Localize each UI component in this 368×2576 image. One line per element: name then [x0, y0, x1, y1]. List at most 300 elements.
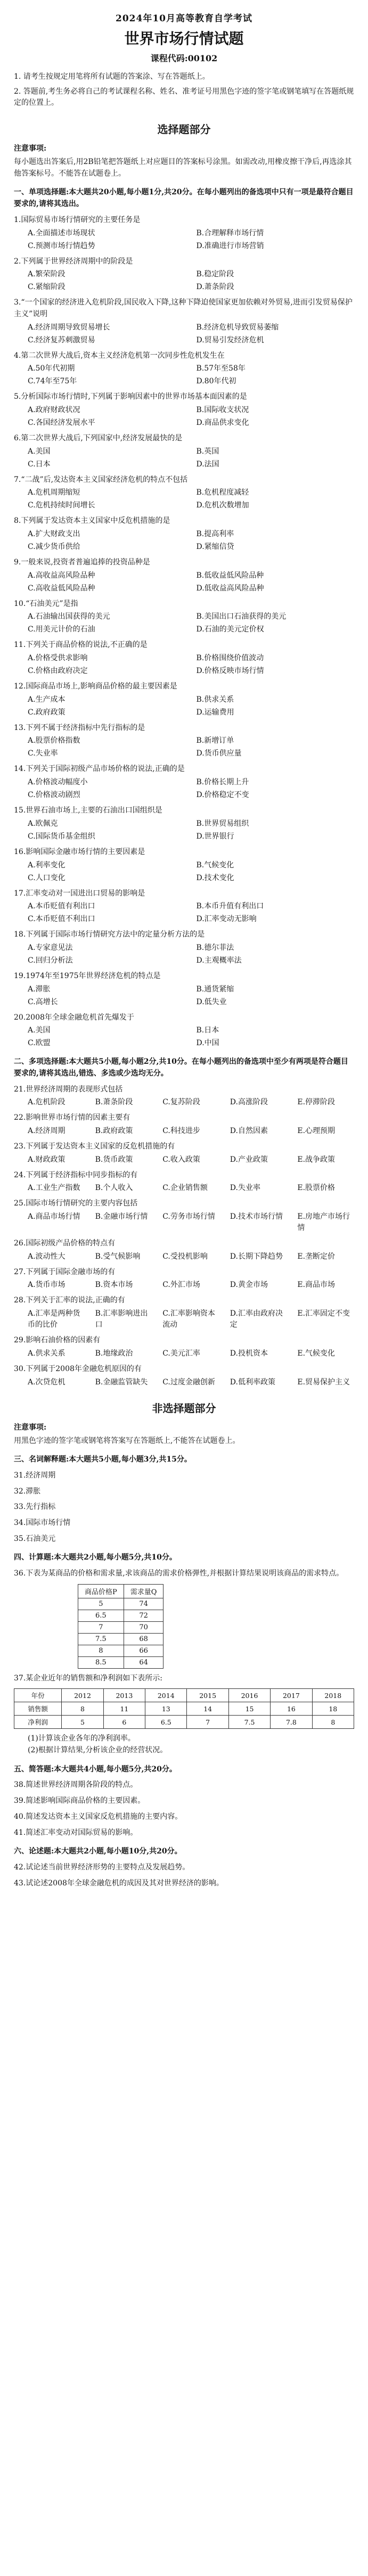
option-item: A.供求关系 — [28, 1349, 66, 1358]
options-list — [14, 529, 354, 553]
question-stem: 36.下表为某商品的价格和需求量,求该商品的需求价格弹性,并根据计算结果说明该商品的需求特点。 — [14, 1569, 344, 1578]
option-item: A.高收益高风险品种 — [28, 571, 95, 580]
question-item: 34.国际市场行情 — [14, 1518, 71, 1527]
table-cell: 6 — [103, 1716, 145, 1729]
section3-title: 三、名词解释题:本大题共5小题,每小题3分,共15分。 — [14, 1455, 192, 1464]
option-item: E.股票价格 — [297, 1184, 336, 1193]
question-item — [14, 847, 354, 884]
option-item: B.世界贸易组织 — [196, 819, 249, 828]
option-item: D.低利率政策 — [230, 1377, 275, 1387]
part1-title: 选择题部分 — [157, 123, 211, 136]
table-cell: 8 — [78, 1645, 124, 1656]
option-item: B.57年至58年 — [196, 364, 246, 373]
option-item: C.回归分析法 — [28, 956, 73, 965]
question-stem: 7.“二战”后,发达资本主义国家经济危机的特点不包括 — [14, 475, 188, 484]
option-item: D.中国 — [196, 1039, 219, 1048]
question-item: 35.石油美元 — [14, 1534, 56, 1543]
option-item: D.商品供求变化 — [196, 418, 249, 427]
question-stem: 30.下列属于2008年金融危机原因的有 — [14, 1364, 142, 1373]
options-list — [14, 1279, 354, 1291]
question-item: 38.简述世界经济周期各阶段的特点。 — [14, 1781, 138, 1790]
option-item: B.日本 — [196, 1026, 219, 1035]
question-stem: 15.世界石油市场上,主要的石油出口国组织是 — [14, 806, 162, 815]
option-item: A.欧佩克 — [28, 819, 58, 828]
options-list — [14, 818, 354, 842]
option-item: B.受气候影响 — [95, 1252, 141, 1261]
options-list — [14, 984, 354, 1008]
question-stem: 1.国际贸易市场行情研究的主要任务是 — [14, 215, 141, 224]
section6-items — [14, 1862, 354, 1889]
options-list — [14, 322, 354, 346]
option-item: C.科技进步 — [162, 1127, 200, 1135]
option-item: C.价格波动剧烈 — [28, 791, 80, 800]
table-header: 2016 — [228, 1689, 270, 1702]
question-stem: 14.下列关于国际初级产品市场价格的说法,正确的是 — [14, 765, 185, 774]
option-item: B.美国出口石油获得的美元 — [196, 612, 287, 621]
option-item: A.价格波动幅度小 — [28, 778, 88, 787]
question-item — [14, 1170, 354, 1194]
table-header: 2017 — [271, 1689, 312, 1702]
option-item: A.石油输出国获得的美元 — [28, 612, 110, 621]
options-list — [14, 1183, 354, 1194]
option-item: D.石油的美元定价权 — [196, 625, 264, 634]
question-item: 32.滞胀 — [14, 1487, 41, 1496]
question-item — [14, 350, 354, 388]
table-cell: 18 — [312, 1702, 354, 1716]
option-item: A.波动性大 — [28, 1252, 66, 1261]
question-item — [14, 888, 354, 925]
section2-questions — [14, 1084, 354, 1388]
option-item: C.国际货币基金组织 — [28, 832, 95, 841]
option-item: A.利率变化 — [28, 860, 66, 869]
part1-notice-title: 注意事项: — [14, 144, 47, 153]
option-item: C.复苏阶段 — [162, 1098, 200, 1107]
section1-title: 一、单项选择题:本大题共20小题,每小题1分,共20分。在每小题列出的备选项中只有一项是最符合题目要求的,请将其选出。 — [14, 188, 354, 209]
option-item: C.美元汇率 — [162, 1349, 200, 1358]
table-row — [78, 1610, 163, 1621]
question-stem: 13.下列不属于经济指标中先行指标的是 — [14, 723, 145, 732]
section5-title: 五、简答题:本大题共4小题,每小题5分,共20分。 — [14, 1765, 177, 1774]
option-item: B.合理解释市场行情 — [196, 228, 264, 237]
option-item: B.通货紧缩 — [196, 985, 234, 994]
option-item: A.扩大财政支出 — [28, 530, 80, 538]
options-list — [14, 1126, 354, 1137]
exam-title: 世界市场行情试题 — [124, 30, 244, 47]
table-cell: 70 — [124, 1621, 163, 1633]
option-item: B.英国 — [196, 447, 219, 456]
option-item: D.80年代初 — [196, 377, 236, 386]
table-cell: 7.5 — [228, 1716, 270, 1729]
option-item: A.汇率是两种货币的比价 — [28, 1309, 80, 1330]
option-item: A.危机阶段 — [28, 1098, 66, 1107]
question-item — [14, 764, 354, 801]
option-item: B.经济危机导致贸易萎缩 — [196, 323, 279, 332]
table-cell: 13 — [145, 1702, 187, 1716]
question-stem: 6.第二次世界大战后,下列国家中,经济发展最快的是 — [14, 433, 183, 442]
option-item: B.国际收支状况 — [196, 405, 249, 414]
part1-notice — [14, 157, 354, 179]
question-item — [14, 971, 354, 1008]
question-37 — [14, 1673, 354, 1757]
option-item: A.美国 — [28, 447, 51, 456]
option-item: A.滞胀 — [28, 985, 51, 994]
option-item: A.工业生产指数 — [28, 1184, 80, 1193]
table-header: 2014 — [145, 1689, 187, 1702]
table-cell: 66 — [124, 1645, 163, 1656]
option-item: D.贸易引发经济危机 — [196, 335, 264, 344]
option-item: B.提高利率 — [196, 530, 234, 538]
table-cell: 68 — [124, 1633, 163, 1645]
question-item — [14, 297, 354, 346]
course-code: 课程代码:00102 — [150, 53, 218, 63]
option-item: C.紧缩阶段 — [28, 283, 66, 292]
question-item — [14, 929, 354, 966]
option-item: C.外汇市场 — [162, 1281, 200, 1290]
option-item: C.74年至75年 — [28, 377, 77, 386]
option-item: C.企业销售额 — [162, 1184, 208, 1193]
question-stem: 25.国际市场行情研究的主要内容包括 — [14, 1199, 138, 1208]
question-sub: (1)计算该企业各年的净利润率。 — [28, 1734, 135, 1743]
table-cell: 72 — [124, 1610, 163, 1621]
option-item: C.高增长 — [28, 997, 58, 1006]
question-stem: 29.影响石油价格的因素有 — [14, 1336, 101, 1345]
option-item: D.黄金市场 — [230, 1281, 268, 1290]
option-item: A.政府财政状况 — [28, 405, 80, 414]
question-item — [14, 256, 354, 293]
table-row — [78, 1656, 163, 1668]
table-cell: 11 — [103, 1702, 145, 1716]
question-stem: 3.“一个国家的经济进入危机阶段,国民收入下降,这种下降迫使国家更加依赖对外贸易,进而引发贸易保护主义”说明 — [14, 298, 353, 318]
table-cell: 7.8 — [271, 1716, 312, 1729]
price-demand-table — [78, 1584, 163, 1669]
part2-notice — [14, 1435, 354, 1447]
question-item — [14, 1295, 354, 1331]
option-item: C.高收益低风险品种 — [28, 584, 95, 593]
option-item: C.过度金融创新 — [162, 1377, 215, 1387]
options-list — [14, 269, 354, 293]
option-item: D.低收益高风险品种 — [196, 584, 264, 593]
option-item: B.地缘政治 — [95, 1349, 133, 1358]
option-item: D.法国 — [196, 460, 219, 469]
question-stem: 20.2008年全球金融危机首先爆发于 — [14, 1013, 134, 1022]
option-item: B.政府政策 — [95, 1127, 133, 1135]
question-item — [14, 557, 354, 594]
option-item: A.货币市场 — [28, 1281, 66, 1290]
options-list — [14, 901, 354, 925]
option-item: A.50年代初期 — [28, 364, 75, 373]
question-stem: 11.下列关于商品价格的说法,不正确的是 — [14, 641, 148, 650]
option-item: B.低收益低风险品种 — [196, 571, 264, 580]
question-stem: 9.一般来说,投资者普遍追捧的投资品种是 — [14, 558, 150, 567]
question-item — [14, 1238, 354, 1262]
options-list — [14, 1025, 354, 1049]
question-item: 33.先行指标 — [14, 1503, 56, 1512]
option-item: B.供求关系 — [196, 695, 234, 704]
option-item: A.经济周期 — [28, 1127, 66, 1135]
option-item: D.主观概率法 — [196, 956, 242, 965]
option-item: D.长期下降趋势 — [230, 1252, 283, 1261]
option-item: D.危机次数增加 — [196, 501, 249, 510]
option-item: D.技术市场行情 — [230, 1212, 283, 1221]
option-item: D.价格稳定不变 — [196, 791, 249, 800]
question-stem: 23.下列属于发达资本主义国家的反危机措施的有 — [14, 1142, 175, 1151]
option-item: C.日本 — [28, 460, 51, 469]
option-item: D.自然因素 — [230, 1127, 268, 1135]
option-item: A.繁荣阶段 — [28, 270, 66, 279]
section5-items — [14, 1779, 354, 1839]
question-item — [14, 1364, 354, 1388]
question-stem: 8.下列属于发达资本主义国家中反危机措施的是 — [14, 516, 170, 526]
option-item: C.预测市场行情趋势 — [28, 241, 95, 250]
option-item: C.失业率 — [28, 749, 58, 758]
options-list — [14, 1251, 354, 1262]
option-item: B.资本市场 — [95, 1281, 133, 1290]
question-item — [14, 1084, 354, 1109]
option-item: A.经济周期导致贸易增长 — [28, 323, 110, 332]
options-list — [14, 1211, 354, 1234]
table-header: 需求量Q — [124, 1584, 163, 1598]
option-item: A.本币贬值有利出口 — [28, 902, 95, 911]
table-row — [78, 1645, 163, 1656]
options-list — [14, 570, 354, 594]
table-cell: 15 — [228, 1702, 270, 1716]
question-item — [14, 1112, 354, 1137]
option-item: B.本币升值有利出口 — [196, 902, 264, 911]
option-item: D.低失业 — [196, 997, 227, 1006]
option-item: C.受投机影响 — [162, 1252, 208, 1261]
question-item — [14, 215, 354, 252]
option-item: C.人口变化 — [28, 873, 66, 882]
question-item — [14, 1012, 354, 1049]
options-list — [14, 487, 354, 511]
question-item — [14, 1141, 354, 1166]
question-item — [14, 1267, 354, 1291]
table-header: 2012 — [62, 1689, 103, 1702]
table-cell: 7 — [78, 1621, 124, 1633]
option-item: A.价格受供求影响 — [28, 654, 88, 663]
option-item: A.商品市场行情 — [28, 1212, 80, 1221]
table-header: 商品价格P — [78, 1584, 124, 1598]
options-list — [14, 777, 354, 801]
options-list — [14, 611, 354, 635]
option-item: D.运输费用 — [196, 708, 234, 717]
option-item: B.金融市场行情 — [95, 1212, 148, 1221]
table-cell: 8 — [312, 1716, 354, 1729]
table-header: 年份 — [14, 1689, 62, 1702]
option-item: D.失业率 — [230, 1184, 260, 1193]
table-header: 2015 — [187, 1689, 228, 1702]
table-cell: 7 — [187, 1716, 228, 1729]
question-item — [14, 639, 354, 677]
option-item: B.新增订单 — [196, 736, 234, 745]
option-item: C.用美元计价的石油 — [28, 625, 95, 634]
option-item: B.价格长期上升 — [196, 778, 249, 787]
option-item: C.劳务市场行情 — [162, 1212, 215, 1221]
question-stem: 16.影响国际金融市场行情的主要因素是 — [14, 847, 145, 856]
table-cell: 6.5 — [145, 1716, 187, 1729]
option-item: A.财政政策 — [28, 1155, 66, 1164]
question-stem: 17.汇率变动对一国进出口贸易的影响是 — [14, 889, 145, 898]
question-item — [14, 474, 354, 512]
question-item — [14, 805, 354, 842]
question-stem: 22.影响世界市场行情的因素主要有 — [14, 1113, 130, 1122]
table-cell: 7.5 — [78, 1633, 124, 1645]
sales-profit-table — [14, 1688, 354, 1729]
option-item: B.危机程度减轻 — [196, 488, 249, 497]
question-item — [14, 515, 354, 553]
options-list — [14, 942, 354, 966]
option-item: A.股票价格指数 — [28, 736, 80, 745]
option-item: D.萧条阶段 — [196, 283, 234, 292]
option-item: E.战争政策 — [297, 1155, 336, 1164]
question-item — [14, 723, 354, 760]
question-item: 31.经济周期 — [14, 1471, 56, 1480]
option-item: C.价格由政府决定 — [28, 667, 88, 676]
options-list — [14, 228, 354, 252]
option-item: D.高涨阶段 — [230, 1098, 268, 1107]
options-list — [14, 446, 354, 470]
table-row — [78, 1598, 163, 1610]
option-item: B.气候变化 — [196, 860, 234, 869]
option-item: E.停滞阶段 — [297, 1098, 336, 1107]
option-item: B.个人收入 — [95, 1184, 133, 1193]
option-item: E.垄断定价 — [297, 1252, 336, 1261]
table-row — [78, 1621, 163, 1633]
table-cell: 8 — [62, 1702, 103, 1716]
intro-note: 1. 请考生按规定用笔将所有试题的答案涂、写在答题纸上。 — [14, 72, 210, 81]
table-cell: 16 — [271, 1702, 312, 1716]
intro-notes — [14, 71, 354, 109]
option-item: B.萧条阶段 — [95, 1098, 133, 1107]
question-item: 43.试论述2008年全球金融危机的成因及其对世界经济的影响。 — [14, 1878, 224, 1888]
option-item: C.减少货币供给 — [28, 543, 80, 551]
option-item: E.商品市场 — [297, 1281, 336, 1290]
option-item: C.各国经济发展水平 — [28, 418, 95, 427]
question-item: 42.试论述当前世界经济形势的主要特点及发展趋势。 — [14, 1863, 190, 1872]
question-stem: 18.下列属于国际市场行情研究方法中的定量分析方法的是 — [14, 930, 205, 939]
question-item: 41.简述汇率变动对国际贸易的影响。 — [14, 1828, 138, 1837]
part2-notice-title: 注意事项: — [14, 1423, 47, 1432]
intro-note: 2. 答题前,考生务必将自己的考试课程名称、姓名、准考证号用黑色字迹的签字笔或钢笔填写在答题纸规定的位置上。 — [14, 87, 354, 108]
question-item: 39.简述影响国际商品价格的主要因素。 — [14, 1796, 145, 1806]
section4-title: 四、计算题:本大题共2小题,每小题5分,共10分。 — [14, 1553, 177, 1562]
section3-items — [14, 1470, 354, 1545]
options-list — [14, 694, 354, 718]
options-list — [14, 653, 354, 677]
question-item — [14, 598, 354, 636]
part2-notice-text: 用黑色字迹的签字笔或钢笔将答案写在答题纸上,不能答在试题卷上。 — [14, 1436, 240, 1445]
option-item: C.危机持续时间增长 — [28, 501, 95, 510]
section1-questions — [14, 215, 354, 1049]
option-item: D.紧缩信贷 — [196, 543, 234, 551]
option-item: A.生产成本 — [28, 695, 66, 704]
table-cell: 8.5 — [78, 1656, 124, 1668]
question-item — [14, 681, 354, 718]
question-stem: 24.下列属于经济指标中同步指标的有 — [14, 1170, 138, 1179]
options-list — [14, 1097, 354, 1108]
options-list — [14, 363, 354, 387]
option-item: D.投机资本 — [230, 1349, 268, 1358]
table-header: 2013 — [103, 1689, 145, 1702]
table-row — [14, 1716, 354, 1729]
option-item: D.汇率变动无影响 — [196, 915, 257, 924]
part2-title: 非选择题部分 — [152, 1401, 216, 1415]
table-cell: 销售额 — [14, 1702, 62, 1716]
question-item — [14, 391, 354, 429]
options-list — [14, 1377, 354, 1388]
option-item: C.政府政策 — [28, 708, 66, 717]
question-stem: 4.第二次世界大战后,资本主义经济危机第一次同步性危机发生在 — [14, 351, 225, 360]
option-item: E.贸易保护主义 — [297, 1377, 350, 1387]
table-cell: 5 — [62, 1716, 103, 1729]
option-item: B.汇率影响进出口 — [95, 1309, 148, 1330]
option-item: A.全面描述市场现状 — [28, 228, 95, 237]
option-item: A.次贷危机 — [28, 1377, 66, 1387]
option-item: D.货币供应量 — [196, 749, 242, 758]
question-stem: 26.国际初级产品价格的特点有 — [14, 1239, 116, 1248]
options-list — [14, 860, 354, 884]
question-stem: 37.某企业近年的销售额和净利润如下表所示: — [14, 1673, 162, 1683]
option-item: D.汇率由政府决定 — [230, 1309, 283, 1330]
options-list — [14, 1308, 354, 1331]
question-sub: (2)根据计算结果,分析该企业的经营状况。 — [28, 1746, 168, 1755]
option-item: C.收入政策 — [162, 1155, 200, 1164]
option-item: C.经济复苏刺激贸易 — [28, 335, 95, 344]
table-cell: 5 — [78, 1598, 124, 1610]
option-item: D.产业政策 — [230, 1155, 268, 1164]
option-item: C.本币贬值不利出口 — [28, 915, 95, 924]
question-item — [14, 1335, 354, 1359]
section2-title: 二、多项选择题:本大题共5小题,每小题2分,共10分。在每小题列出的备选项中至少有两项是符合题目要求的,请将其选出,错选、多选或少选均无分。 — [14, 1057, 348, 1078]
option-item: B.金融监管缺失 — [95, 1377, 148, 1387]
table-row — [78, 1633, 163, 1645]
option-item: D.准确进行市场营销 — [196, 241, 264, 250]
question-stem: 19.1974年至1975年世界经济危机的特点是 — [14, 971, 161, 980]
question-stem: 10.“石油美元”是指 — [14, 599, 78, 608]
question-stem: 21.世界经济周期的表现形式包括 — [14, 1085, 123, 1094]
option-item: E.房地产市场行情 — [297, 1212, 350, 1233]
option-item: A.专家意见法 — [28, 943, 73, 952]
option-item: E.汇率固定不变 — [297, 1309, 350, 1318]
option-item: D.价格反映市场行情 — [196, 667, 264, 676]
options-list — [14, 1154, 354, 1166]
option-item: D.技术变化 — [196, 873, 234, 882]
option-item: E.气候变化 — [297, 1349, 336, 1358]
question-item — [14, 1198, 354, 1234]
part1-notice-text: 每小题选出答案后,用2B铅笔把答题纸上对应题目的答案标号涂黑。如需改动,用橡皮擦干净后,再选涂其他答案标号。不能答在试题卷上。 — [14, 158, 352, 178]
option-item: C.欧盟 — [28, 1039, 51, 1048]
option-item: E.心理预期 — [297, 1127, 336, 1135]
option-item: A.危机周期缩短 — [28, 488, 80, 497]
question-stem: 12.国际商品市场上,影响商品价格的最主要因素是 — [14, 682, 177, 691]
question-stem: 5.分析国际市场行情时,下列属于影响因素中的世界市场基本面因素的是 — [14, 392, 247, 401]
table-cell: 6.5 — [78, 1610, 124, 1621]
option-item: B.稳定阶段 — [196, 270, 234, 279]
question-stem: 2.下列属于世界经济周期中的阶段是 — [14, 257, 133, 266]
options-list — [14, 735, 354, 759]
options-list — [14, 1348, 354, 1359]
option-item: B.价格围绕价值波动 — [196, 654, 264, 663]
option-item: B.德尔菲法 — [196, 943, 234, 952]
table-cell: 64 — [124, 1656, 163, 1668]
section6-title: 六、论述题:本大题共2小题,每小题10分,共20分。 — [14, 1847, 182, 1856]
option-item: C.汇率影响资本流动 — [162, 1309, 215, 1330]
table-header: 2018 — [312, 1689, 354, 1702]
question-stem: 28.下列关于汇率的说法,正确的有 — [14, 1296, 125, 1305]
option-item: A.美国 — [28, 1026, 51, 1035]
exam-header — [14, 11, 354, 64]
table-cell: 14 — [187, 1702, 228, 1716]
